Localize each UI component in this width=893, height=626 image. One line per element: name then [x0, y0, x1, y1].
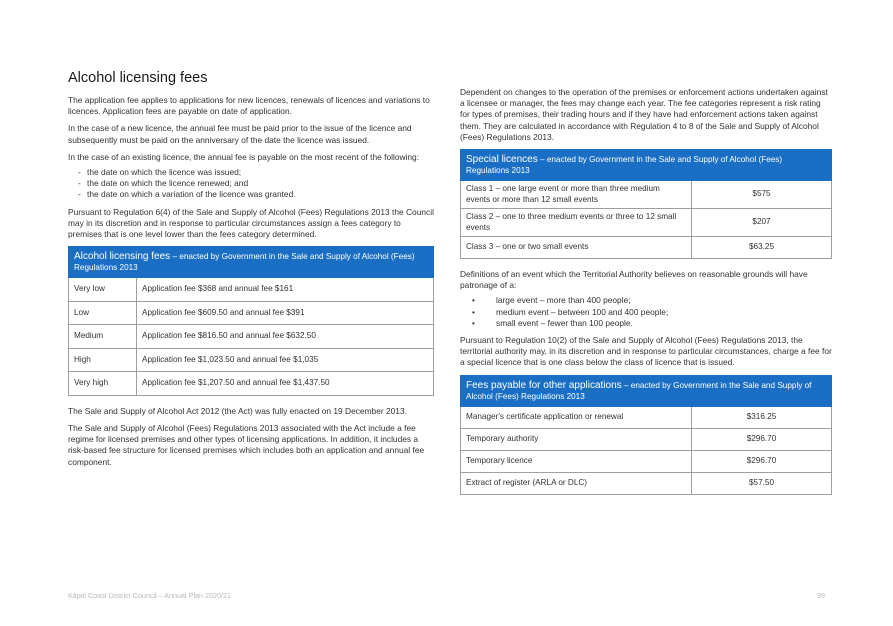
table-title: Special licences [466, 154, 538, 166]
table-subtitle: – enacted by Government in the Sale and Supply of Alcohol (Fees) Regulations 2013 [74, 252, 415, 273]
table-row [461, 406, 832, 428]
page-title: Alcohol licensing fees [68, 70, 208, 86]
right-column [460, 87, 832, 505]
paragraph-regulation-6-4: Pursuant to Regulation 6(4) of the Sale and Supply of Alcohol (Fees) Regulations 2013 the Council may in its discretion and in response to particular circumstances assign a fees category to premises that is one level lower than the fees category determined. [68, 206, 434, 240]
annual-fee-date-list [78, 167, 434, 201]
footer-page-number: 99 [817, 591, 825, 600]
paragraph-application-fee: The application fee applies to applications for new licences, renewals of licences and variations to licences. Application fees are payable on date of application. [68, 95, 430, 117]
application-type-cell: Extract of register (ARLA or DLC) [461, 472, 692, 494]
paragraph-fee-changes: Dependent on changes to the operation of the premises or enforcement actions undertaken against a licensee or manager, the fees may change each year. The fee categories represent a risk rating for types of premises, their trading hours and if they have had enforcement actions taken against them. They are calculated in accordance with Regulation 4 to 8 of the Sale and Supply of Alcohol (Fees) Regulations 2013. [460, 87, 828, 142]
event-size-list [472, 295, 832, 329]
paragraph-fees-regulations: The Sale and Supply of Alcohol (Fees) Regulations 2013 associated with the Act include a fee regime for licensed premises and other types of licensing applications. In addition, it includes a risk-based fee structure for licensed premises which includes both an application and annual fee component. [68, 422, 425, 467]
left-column [68, 70, 434, 474]
licence-class-cell: Class 1 – one large event or more than three medium events or more than 12 small events [461, 181, 692, 209]
table-header-row [461, 375, 832, 406]
fee-level-cell: Very low [69, 278, 137, 302]
table-header [69, 247, 434, 278]
table-subtitle: – enacted by Government in the Sale and Supply of Alcohol (Fees) Regulations 2013 [466, 380, 812, 401]
application-type-cell: Manager's certificate application or renewal [461, 406, 692, 428]
application-amount-cell: $316.25 [692, 406, 832, 428]
list-item: - the date on which a variation of the licence was granted. [78, 189, 434, 200]
licence-amount-cell: $575 [692, 181, 832, 209]
list-item: - the date on which the licence was issued; [78, 167, 434, 178]
application-amount-cell: $296.70 [692, 450, 832, 472]
table-row [461, 428, 832, 450]
fee-level-cell: Low [69, 301, 137, 325]
paragraph-existing-licence: In the case of an existing licence, the annual fee is payable on the most recent of the following: [68, 151, 420, 162]
paragraph-new-licence: In the case of a new licence, the annual fee must be paid prior to the issue of the licence and subsequently must be paid on the anniversary of the date the licence was issued. [68, 123, 412, 145]
licence-class-cell: Class 2 – one to three medium events or three to 12 small events [461, 209, 692, 237]
other-applications-table [460, 375, 832, 495]
fee-amount-cell: Application fee $1,207.50 and annual fee $1,437.50 [137, 372, 434, 396]
fee-level-cell: Medium [69, 325, 137, 349]
paragraph-regulation-10-2: Pursuant to Regulation 10(2) of the Sale and Supply of Alcohol (Fees) Regulations 2013, the territorial authority may, in its discretion and in response to particular circumstances, charge a fee for a special licence that is one class below the class of licence that is issued. [460, 335, 832, 368]
paragraph-act-enacted: The Sale and Supply of Alcohol Act 2012 (the Act) was fully enacted on 19 December 2013. [68, 405, 407, 416]
table-row [461, 181, 832, 209]
alcohol-licensing-fees-table [68, 246, 434, 396]
fee-level-cell: Very high [69, 372, 137, 396]
table-row [69, 348, 434, 372]
table-row [69, 325, 434, 349]
list-item: • small event – fewer than 100 people. [472, 318, 832, 329]
fee-amount-cell: Application fee $1,023.50 and annual fee $1,035 [137, 348, 434, 372]
fee-amount-cell: Application fee $368 and annual fee $161 [137, 278, 434, 302]
application-type-cell: Temporary authority [461, 428, 692, 450]
list-item: • large event – more than 400 people; [472, 295, 832, 306]
table-title: Alcohol licensing fees [74, 251, 171, 263]
special-licences-table [460, 149, 832, 259]
table-row [461, 209, 832, 237]
table-row [461, 237, 832, 259]
footer-document-title: Kāpiti Coast District Council – Annual Plan 2020/21 [68, 591, 232, 600]
licence-amount-cell: $63.25 [692, 237, 832, 259]
fee-level-cell: High [69, 348, 137, 372]
table-row [69, 372, 434, 396]
table-row [69, 301, 434, 325]
table-header-row [461, 150, 832, 181]
list-item: - the date on which the licence renewed; and [78, 178, 434, 189]
table-header [461, 150, 832, 181]
table-subtitle: – enacted by Government in the Sale and Supply of Alcohol (Fees) Regulations 2013 [466, 155, 783, 176]
paragraph-event-definitions: Definitions of an event which the Territorial Authority believes on reasonable grounds will have patronage of a: [460, 269, 808, 291]
table-header-row [69, 247, 434, 278]
fee-amount-cell: Application fee $609.50 and annual fee $391 [137, 301, 434, 325]
table-row [69, 278, 434, 302]
fee-amount-cell: Application fee $816.50 and annual fee $632.50 [137, 325, 434, 349]
table-row [461, 472, 832, 494]
licence-class-cell: Class 3 – one or two small events [461, 237, 692, 259]
application-type-cell: Temporary licence [461, 450, 692, 472]
application-amount-cell: $57.50 [692, 472, 832, 494]
list-item: • medium event – between 100 and 400 people; [472, 307, 832, 318]
table-row [461, 450, 832, 472]
table-title: Fees payable for other applications [466, 379, 622, 391]
licence-amount-cell: $207 [692, 209, 832, 237]
table-header [461, 375, 832, 406]
application-amount-cell: $296.70 [692, 428, 832, 450]
